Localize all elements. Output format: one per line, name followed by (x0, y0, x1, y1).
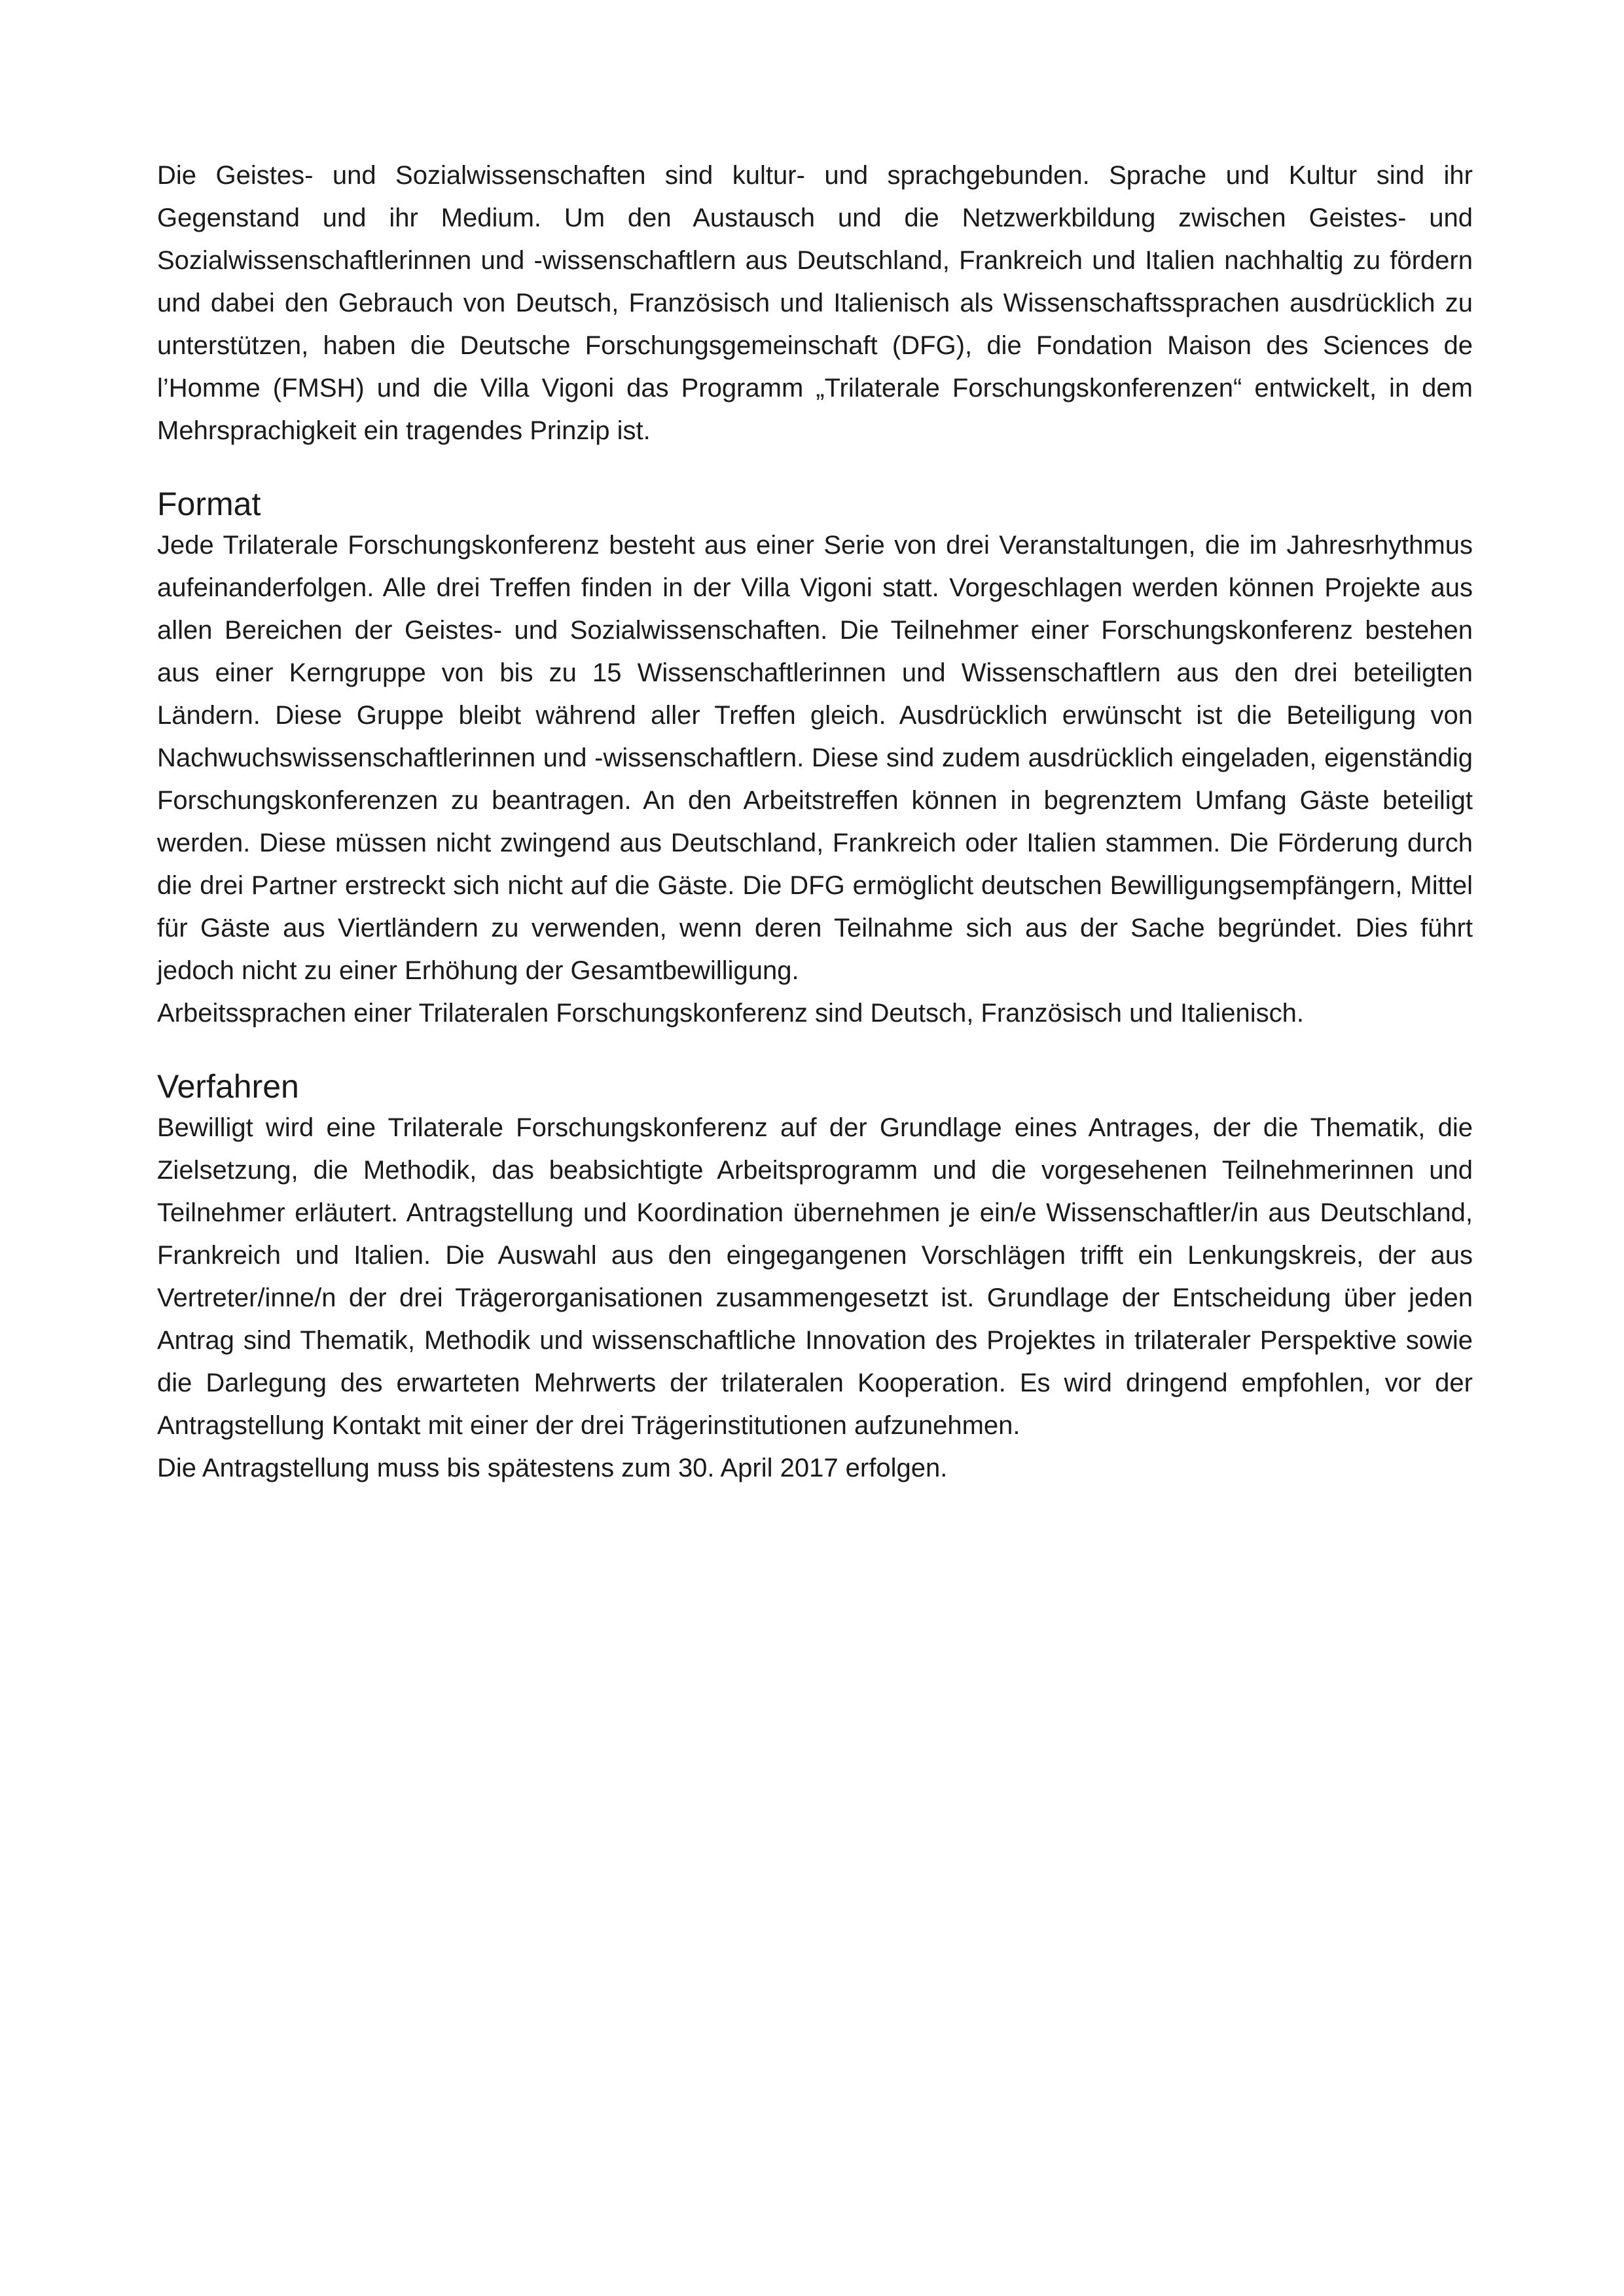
format-paragraph-1: Jede Trilaterale Forschungskonferenz besteht aus einer Serie von drei Veranstaltungen, die im Jahresrhythmus aufeinanderfolgen. Alle drei Treffen finden in der Villa Vigoni statt. Vorgeschlagen werden können Projekte aus allen Bereichen der Geistes- und Sozialwissenschaften. Die Teilnehmer einer Forschungskonferenz bestehen aus einer Kerngruppe von bis zu 15 Wissenschaftlerinnen und Wissenschaftlern aus den drei beteiligten Ländern. Diese Gruppe bleibt während aller Treffen gleich. Ausdrücklich erwünscht ist die Beteiligung von Nachwuchswissenschaftlerinnen und -wissenschaftlern. Diese sind zudem ausdrücklich eingeladen, eigenständig Forschungskonferenzen zu beantragen. An den Arbeitstreffen können in begrenztem Umfang Gäste beteiligt werden. Diese müssen nicht zwingend aus Deutschland, Frankreich oder Italien stammen. Die Förderung durch die drei Partner erstreckt sich nicht auf die Gäste. Die DFG ermöglicht deutschen Bewilligungsempfängern, Mittel für Gäste aus Viertländern zu verwenden, wenn deren Teilnahme sich aus der Sache begründet. Dies führt jedoch nicht zu einer Erhöhung der Gesamtbewilligung. (157, 531, 1473, 985)
verfahren-paragraph-1: Bewilligt wird eine Trilaterale Forschungskonferenz auf der Grundlage eines Antrages, der die Thematik, die Zielsetzung, die Methodik, das beabsichtigte Arbeitsprogramm und die vorgesehenen Teilnehmerinnen und Teilnehmer erläutert. Antragstellung und Koordination übernehmen je ein/e Wissenschaftler/in aus Deutschland, Frankreich und Italien. Die Auswahl aus den eingegangenen Vorschlägen trifft ein Lenkungskreis, der aus Vertreter/inne/n der drei Trägerorganisationen zusammengesetzt ist. Grundlage der Entscheidung über jeden Antrag sind Thematik, Methodik und wissenschaftliche Innovation des Projektes in trilateraler Perspektive sowie die Darlegung des erwarteten Mehrwerts der trilateralen Kooperation. Es wird dringend empfohlen, vor der Antragstellung Kontakt mit einer der drei Trägerinstitutionen aufzunehmen. (157, 1113, 1473, 1440)
format-heading: Format (157, 486, 261, 522)
intro-paragraph: Die Geistes- und Sozialwissenschaften sind kultur- und sprachgebunden. Sprache und Kultur sind ihr Gegenstand und ihr Medium. Um den Austausch und die Netzwerkbildung zwischen Geistes- und Sozialwissenschaftlerinnen und -wissenschaftlern aus Deutschland, Frankreich und Italien nachhaltig zu fördern und dabei den Gebrauch von Deutsch, Französisch und Italienisch als Wissenschaftssprachen ausdrücklich zu unterstützen, haben die Deutsche Forschungsgemeinschaft (DFG), die Fondation Maison des Sciences de l’Homme (FMSH) und die Villa Vigoni das Programm „Trilaterale Forschungskonferenzen“ entwickelt, in dem Mehrsprachigkeit ein tragendes Prinzip ist. (157, 161, 1473, 445)
verfahren-heading: Verfahren (157, 1068, 299, 1105)
format-paragraph-2: Arbeitssprachen einer Trilateralen Forschungskonferenz sind Deutsch, Französisch und Italienisch. (157, 999, 1304, 1028)
format-section (157, 484, 1473, 1035)
verfahren-paragraph-2: Die Antragstellung muss bis spätestens zum 30. April 2017 erfolgen. (157, 1454, 948, 1482)
verfahren-section (157, 1066, 1473, 1490)
document-page (157, 154, 1473, 1490)
